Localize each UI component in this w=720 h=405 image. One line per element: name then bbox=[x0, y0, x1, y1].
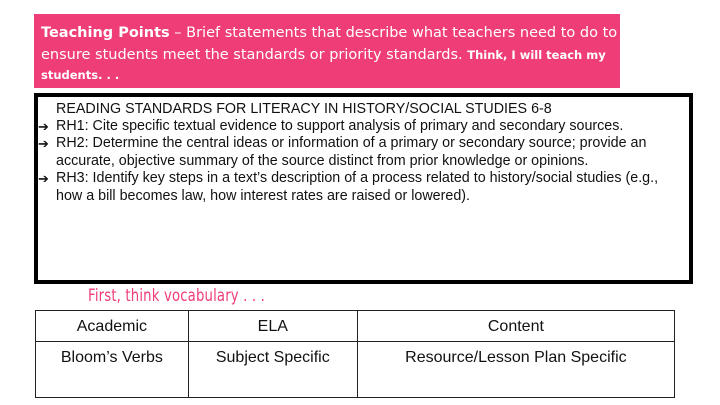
cell-resource-specific: Resource/Lesson Plan Specific bbox=[357, 342, 674, 398]
standard-text: RH3: Identify key steps in a text’s description of a process related to history/social studies (e.g., how a bill becomes law, how interest rates are raised or lowered). bbox=[56, 170, 659, 204]
cell-subject-specific: Subject Specific bbox=[188, 342, 357, 398]
standard-item-rh3 bbox=[38, 170, 681, 205]
header-content: Content bbox=[357, 311, 674, 342]
header-academic: Academic bbox=[36, 311, 189, 342]
cell-blooms-verbs: Bloom’s Verbs bbox=[36, 342, 189, 398]
table-header-row bbox=[36, 311, 675, 342]
banner-text-2: ensure students meet the standards or priority standards. bbox=[41, 47, 468, 63]
banner-think-text: Think, I will teach my bbox=[467, 48, 606, 62]
banner-line-2 bbox=[41, 44, 614, 66]
standards-title: READING STANDARDS FOR LITERACY IN HISTORY/SOCIAL STUDIES 6-8 bbox=[56, 101, 552, 117]
standards-list bbox=[38, 118, 681, 205]
standard-text: RH2: Determine the central ideas or information of a primary or secondary source; provide an accurate, objective summary of the source distinct from prior knowledge or opinions. bbox=[56, 135, 647, 169]
vocab-heading: First, think vocabulary . . . bbox=[88, 286, 266, 306]
teaching-points-banner bbox=[34, 14, 620, 88]
standards-box bbox=[34, 93, 693, 284]
banner-line-1 bbox=[41, 22, 618, 44]
arrow-icon: ➔ bbox=[38, 171, 49, 187]
arrow-icon: ➔ bbox=[38, 119, 49, 134]
arrow-icon: ➔ bbox=[38, 136, 49, 152]
standard-item-rh2 bbox=[38, 135, 681, 170]
banner-line-3: students. . . bbox=[41, 68, 120, 82]
header-ela: ELA bbox=[188, 311, 357, 342]
standard-item-rh1 bbox=[38, 118, 681, 135]
banner-text-1: – Brief statements that describe what teachers need to do to bbox=[169, 25, 618, 41]
table-row bbox=[36, 342, 675, 398]
banner-title: Teaching Points bbox=[41, 25, 170, 41]
standard-text: RH1: Cite specific textual evidence to support analysis of primary and secondary sources. bbox=[56, 118, 624, 134]
vocab-table bbox=[35, 310, 675, 398]
